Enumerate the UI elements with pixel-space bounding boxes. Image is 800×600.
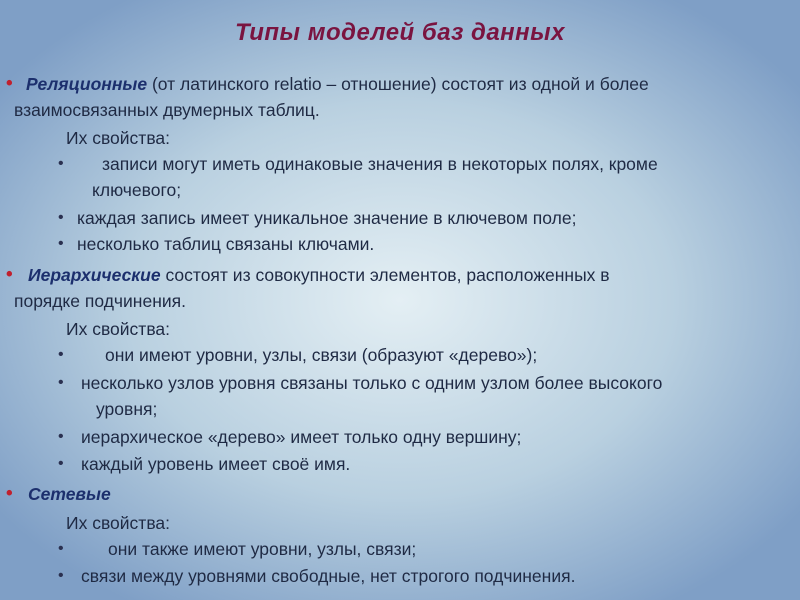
relational-item-1: записи могут иметь одинаковые значения в некоторых полях, кроме — [102, 154, 658, 174]
hierarchical-props-label: Их свойства: — [66, 319, 171, 339]
hierarchical-item-3: иерархическое «дерево» имеет только одну вершину; — [81, 427, 522, 447]
hierarchical-name: Иерархические — [28, 265, 161, 285]
relational-line-2: взаимосвязанных двумерных таблиц. — [14, 100, 320, 120]
relational-item-3-bullet: • — [58, 235, 64, 252]
main-bullet-network: • — [6, 483, 13, 504]
hierarchical-item-1: они имеют уровни, узлы, связи (образуют «дерево»); — [105, 345, 538, 365]
relational-item-2-bullet: • — [58, 209, 64, 226]
hierarchical-item-3-bullet: • — [58, 428, 64, 445]
relational-description: (от латинского relatio – отношение) состоят из одной и более — [147, 74, 649, 94]
slide-title: Типы моделей баз данных — [234, 19, 566, 46]
network-name: Сетевые — [28, 484, 111, 504]
network-item-1: они также имеют уровни, узлы, связи; — [108, 539, 417, 559]
network-props-label: Их свойства: — [66, 513, 171, 533]
relational-name: Реляционные — [26, 74, 148, 94]
hierarchical-line-1 — [28, 264, 610, 286]
relational-props-label: Их свойства: — [66, 128, 171, 148]
hierarchical-line-2: порядке подчинения. — [14, 291, 186, 311]
hierarchical-item-1-bullet: • — [58, 346, 64, 363]
main-bullet-relational: • — [6, 73, 13, 94]
hierarchical-item-2: несколько узлов уровня связаны только с одним узлом более высокого — [81, 373, 663, 393]
hierarchical-item-4: каждый уровень имеет своё имя. — [81, 454, 351, 474]
main-bullet-hierarchical: • — [6, 264, 13, 285]
network-item-2-bullet: • — [58, 567, 64, 584]
network-item-2: связи между уровнями свободные, нет строгого подчинения. — [81, 566, 576, 586]
hierarchical-item-4-bullet: • — [58, 455, 64, 472]
hierarchical-item-2-bullet: • — [58, 374, 64, 391]
hierarchical-item-2-cont: уровня; — [96, 399, 158, 419]
network-line-1 — [28, 483, 111, 505]
relational-item-3: несколько таблиц связаны ключами. — [77, 234, 375, 254]
relational-item-1-bullet: • — [58, 155, 64, 172]
hierarchical-description: состоят из совокупности элементов, расположенных в — [160, 265, 610, 285]
relational-item-2: каждая запись имеет уникальное значение в ключевом поле; — [77, 208, 577, 228]
relational-item-1-cont: ключевого; — [92, 180, 182, 200]
relational-line-1 — [26, 73, 649, 95]
network-item-1-bullet: • — [58, 540, 64, 557]
